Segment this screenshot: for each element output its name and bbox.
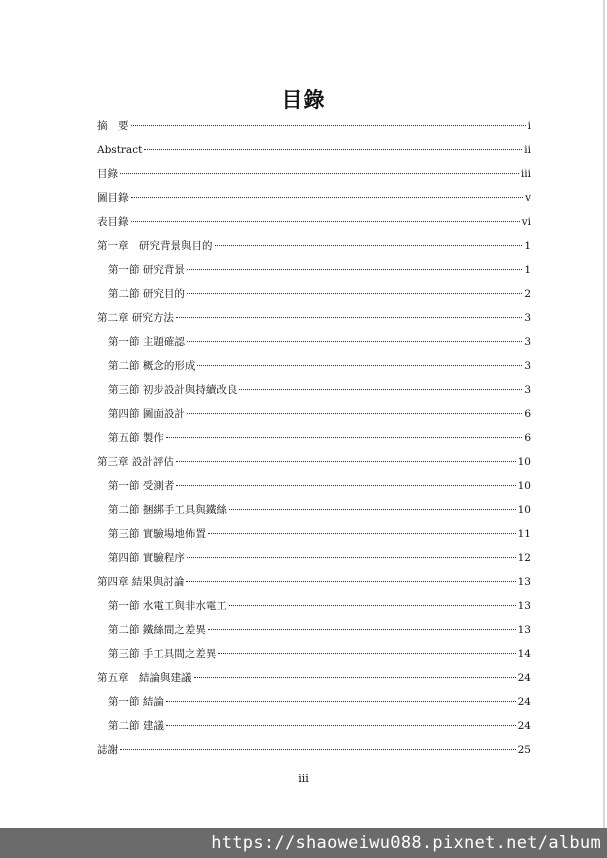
toc-entry-label: 第五節 製作 bbox=[108, 432, 164, 444]
toc-entry-page: 10 bbox=[517, 504, 531, 516]
toc-chapter-entry bbox=[97, 188, 531, 212]
page-title: 目錄 bbox=[281, 88, 326, 112]
toc-entry-page: 24 bbox=[517, 696, 531, 708]
toc-entry-page: 6 bbox=[524, 432, 531, 444]
dot-leader bbox=[120, 749, 516, 750]
toc-entry-page: 12 bbox=[517, 552, 531, 564]
toc-section-entry bbox=[97, 620, 531, 644]
dot-leader bbox=[218, 653, 515, 654]
dot-leader bbox=[187, 557, 516, 558]
toc-entry-label: 第四節 實驗程序 bbox=[108, 552, 185, 564]
toc-entry-page: v bbox=[525, 192, 531, 204]
toc-entry-page: 3 bbox=[524, 336, 531, 348]
toc-entry-page: 24 bbox=[517, 720, 531, 732]
toc-chapter-entry bbox=[97, 308, 531, 332]
toc-section-entry bbox=[97, 548, 531, 572]
toc-entry-label: 目錄 bbox=[97, 168, 118, 180]
toc-section-entry bbox=[97, 524, 531, 548]
toc-section-entry bbox=[97, 716, 531, 740]
dot-leader bbox=[166, 701, 516, 702]
toc-entry-label: 摘 要 bbox=[97, 120, 129, 132]
toc-entry-label: 第二章 研究方法 bbox=[97, 312, 174, 324]
toc-chapter-entry bbox=[97, 668, 531, 692]
page-number: iii bbox=[298, 772, 309, 785]
toc-section-entry bbox=[97, 596, 531, 620]
dot-leader bbox=[187, 341, 522, 342]
toc-entry-label: 第三節 初步設計與持續改良 bbox=[108, 384, 238, 396]
toc-chapter-entry bbox=[97, 740, 531, 764]
toc-entry-page: 1 bbox=[524, 240, 531, 252]
toc-entry-page: 6 bbox=[524, 408, 531, 420]
toc-entry-page: 13 bbox=[517, 600, 531, 612]
toc-entry-page: 13 bbox=[517, 624, 531, 636]
toc-entry-page: ii bbox=[524, 144, 531, 156]
table-of-contents bbox=[97, 116, 531, 764]
dot-leader bbox=[194, 677, 516, 678]
toc-section-entry bbox=[97, 356, 531, 380]
dot-leader bbox=[166, 725, 516, 726]
dot-leader bbox=[187, 293, 522, 294]
toc-entry-page: i bbox=[527, 120, 531, 132]
toc-entry-page: 2 bbox=[524, 288, 531, 300]
toc-entry-label: 第三章 設計評估 bbox=[97, 456, 174, 468]
toc-entry-label: 第二節 概念的形成 bbox=[108, 360, 196, 372]
toc-entry-label: 第五章 結論與建議 bbox=[97, 672, 192, 684]
dot-leader bbox=[186, 581, 515, 582]
dot-leader bbox=[208, 629, 516, 630]
toc-section-entry bbox=[97, 644, 531, 668]
dot-leader bbox=[120, 173, 519, 174]
dot-leader bbox=[187, 413, 522, 414]
toc-entry-label: 第一節 主題確認 bbox=[108, 336, 185, 348]
toc-section-entry bbox=[97, 260, 531, 284]
toc-chapter-entry bbox=[97, 116, 531, 140]
toc-entry-label: 第三節 實驗場地佈置 bbox=[108, 528, 206, 540]
toc-entry-page: vi bbox=[521, 216, 531, 228]
toc-section-entry bbox=[97, 380, 531, 404]
toc-section-entry bbox=[97, 692, 531, 716]
toc-entry-page: 1 bbox=[524, 264, 531, 276]
toc-section-entry bbox=[97, 428, 531, 452]
toc-entry-page: 10 bbox=[517, 480, 531, 492]
toc-entry-label: 第一章 研究背景與目的 bbox=[97, 240, 213, 252]
watermark-url: https://shaoweiwu088.pixnet.net/album bbox=[0, 828, 607, 858]
toc-chapter-entry bbox=[97, 452, 531, 476]
toc-section-entry bbox=[97, 332, 531, 356]
toc-entry-page: 14 bbox=[517, 648, 531, 660]
toc-chapter-entry bbox=[97, 212, 531, 236]
toc-entry-label: 第二節 捆綁手工具與鐵絲 bbox=[108, 504, 227, 516]
toc-entry-label: 第二節 鐵絲間之差異 bbox=[108, 624, 206, 636]
toc-entry-page: 24 bbox=[517, 672, 531, 684]
toc-section-entry bbox=[97, 284, 531, 308]
toc-chapter-entry bbox=[97, 140, 531, 164]
dot-leader bbox=[208, 533, 516, 534]
dot-leader bbox=[176, 317, 522, 318]
toc-entry-page: iii bbox=[520, 168, 531, 180]
dot-leader bbox=[239, 389, 522, 390]
dot-leader bbox=[144, 149, 522, 150]
dot-leader bbox=[215, 245, 523, 246]
dot-leader bbox=[176, 485, 515, 486]
dot-leader bbox=[131, 197, 524, 198]
toc-entry-label: 圖目錄 bbox=[97, 192, 129, 204]
toc-section-entry bbox=[97, 500, 531, 524]
dot-leader bbox=[176, 461, 516, 462]
toc-entry-page: 3 bbox=[524, 360, 531, 372]
toc-chapter-entry bbox=[97, 236, 531, 260]
toc-section-entry bbox=[97, 404, 531, 428]
dot-leader bbox=[197, 365, 522, 366]
toc-entry-label: 第二節 研究目的 bbox=[108, 288, 185, 300]
toc-entry-label: 第四章 結果與討論 bbox=[97, 576, 185, 588]
toc-entry-label: 第一節 水電工與非水電工 bbox=[108, 600, 227, 612]
toc-entry-label: 誌謝 bbox=[97, 744, 118, 756]
toc-entry-label: 第二節 建議 bbox=[108, 720, 164, 732]
toc-entry-page: 3 bbox=[524, 312, 531, 324]
toc-entry-label: 表目錄 bbox=[97, 216, 129, 228]
toc-entry-page: 3 bbox=[524, 384, 531, 396]
toc-chapter-entry bbox=[97, 164, 531, 188]
toc-entry-label: Abstract bbox=[97, 144, 143, 156]
toc-entry-label: 第三節 手工具間之差異 bbox=[108, 648, 217, 660]
dot-leader bbox=[131, 125, 526, 126]
dot-leader bbox=[229, 605, 516, 606]
toc-entry-page: 10 bbox=[517, 456, 531, 468]
toc-entry-label: 第一節 研究背景 bbox=[108, 264, 185, 276]
toc-entry-label: 第一節 受測者 bbox=[108, 480, 175, 492]
toc-entry-label: 第四節 圖面設計 bbox=[108, 408, 185, 420]
dot-leader bbox=[229, 509, 516, 510]
toc-entry-page: 25 bbox=[517, 744, 531, 756]
dot-leader bbox=[131, 221, 520, 222]
toc-section-entry bbox=[97, 476, 531, 500]
toc-entry-page: 11 bbox=[517, 528, 531, 540]
dot-leader bbox=[187, 269, 522, 270]
dot-leader bbox=[166, 437, 522, 438]
toc-entry-page: 13 bbox=[517, 576, 531, 588]
toc-chapter-entry bbox=[97, 572, 531, 596]
toc-entry-label: 第一節 結論 bbox=[108, 696, 164, 708]
